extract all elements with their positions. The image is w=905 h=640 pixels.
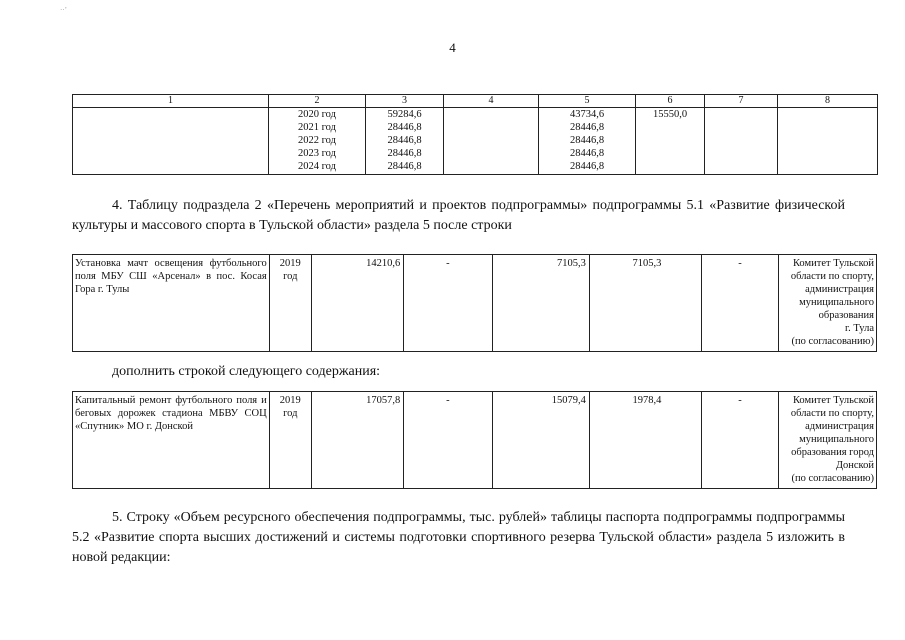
year-cell bbox=[269, 255, 311, 352]
year: 2023 год bbox=[298, 148, 336, 159]
years-cell bbox=[269, 108, 366, 175]
table-header-row bbox=[73, 95, 878, 108]
executor-cell bbox=[778, 392, 876, 489]
executor-line: муниципального bbox=[799, 434, 874, 445]
funding-table-continued bbox=[72, 94, 878, 175]
executor-line: администрация bbox=[805, 421, 874, 432]
total-cell: 14210,6 bbox=[311, 255, 403, 352]
new-row-table bbox=[72, 391, 877, 489]
regional-values-cell bbox=[539, 108, 636, 175]
value: 28446,8 bbox=[387, 148, 422, 159]
empty-cell bbox=[444, 108, 539, 175]
year-number: 2019 bbox=[279, 395, 301, 406]
empty-cell bbox=[73, 108, 269, 175]
executor-line: администрация bbox=[805, 284, 874, 295]
year: 2022 год bbox=[298, 135, 336, 146]
header-cell: 4 bbox=[444, 95, 539, 108]
executor-line: Комитет Тульской bbox=[792, 395, 874, 406]
total-cell: 17057,8 bbox=[311, 392, 403, 489]
paragraph-4-text: 4. Таблицу подраздела 2 «Перечень мероприятий и проектов подпрограммы» подпрограммы 5.1 «Развитие физической культуры и массового спорта в Тульской области» раздела 5 после строки bbox=[72, 198, 845, 233]
executor-line: (по согласованию) bbox=[791, 473, 874, 484]
empty-cell bbox=[705, 108, 778, 175]
federal-cell: - bbox=[404, 392, 492, 489]
municipal-cell: 7105,3 bbox=[589, 255, 701, 352]
executor-line: Комитет Тульской bbox=[792, 258, 874, 269]
total-values-cell bbox=[366, 108, 444, 175]
other-cell: - bbox=[702, 392, 778, 489]
header-cell: 8 bbox=[778, 95, 878, 108]
executor-line: образования bbox=[818, 310, 874, 321]
executor-line: муниципального bbox=[799, 297, 874, 308]
header-cell: 3 bbox=[366, 95, 444, 108]
year-cell bbox=[269, 392, 311, 489]
other-cell: - bbox=[702, 255, 778, 352]
existing-row-table bbox=[72, 254, 877, 352]
value: 28446,8 bbox=[387, 135, 422, 146]
regional-cell: 15079,4 bbox=[492, 392, 589, 489]
year: 2021 год bbox=[298, 122, 336, 133]
empty-cell bbox=[778, 108, 878, 175]
value: 28446,8 bbox=[569, 122, 605, 133]
federal-cell: - bbox=[404, 255, 492, 352]
year: 2024 год bbox=[298, 161, 336, 172]
header-cell: 1 bbox=[73, 95, 269, 108]
value: 15550,0 bbox=[652, 109, 688, 120]
value: 28446,8 bbox=[387, 122, 422, 133]
value: 28446,8 bbox=[569, 161, 605, 172]
year-number: 2019 bbox=[279, 258, 301, 269]
table-row bbox=[73, 108, 878, 175]
header-cell: 5 bbox=[539, 95, 636, 108]
event-name-cell: Установка мачт освещения футбольного поля МБУ СШ «Арсенал» в пос. Косая Гора г. Тулы bbox=[73, 255, 270, 352]
paragraph-5-text: 5. Строку «Объем ресурсного обеспечения подпрограммы, тыс. рублей» таблицы паспорта подпрограммы подпрограммы 5.2 «Развитие спорта высших достижений и системы подготовки спортивного резерва Тульской области» раздела 5 изложить в новой редакции: bbox=[72, 510, 845, 565]
year-unit: год bbox=[283, 271, 298, 282]
corner-mark: ··ʼ bbox=[60, 6, 67, 14]
executor-line: Донской bbox=[835, 460, 874, 471]
year: 2020 год bbox=[298, 109, 336, 120]
table-row bbox=[73, 255, 877, 352]
paragraph-middle bbox=[72, 362, 845, 382]
header-cell: 7 bbox=[705, 95, 778, 108]
executor-cell bbox=[778, 255, 876, 352]
page-number: 4 bbox=[449, 40, 456, 55]
value: 28446,8 bbox=[387, 161, 422, 172]
municipal-cell: 1978,4 bbox=[589, 392, 701, 489]
regional-cell: 7105,3 bbox=[492, 255, 589, 352]
table-row bbox=[73, 392, 877, 489]
municipal-values-cell bbox=[636, 108, 705, 175]
year-unit: год bbox=[283, 408, 298, 419]
executor-line: образования город bbox=[791, 447, 874, 458]
paragraph-4 bbox=[72, 196, 845, 236]
executor-line: г. Тула bbox=[845, 323, 874, 334]
executor-line: (по согласованию) bbox=[791, 336, 874, 347]
paragraph-5 bbox=[72, 508, 845, 568]
header-cell: 2 bbox=[269, 95, 366, 108]
value: 43734,6 bbox=[569, 109, 605, 120]
value: 28446,8 bbox=[569, 135, 605, 146]
event-name-cell: Капитальный ремонт футбольного поля и беговых дорожек стадиона МБВУ СОЦ «Спутник» МО г. Донской bbox=[73, 392, 270, 489]
paragraph-middle-text: дополнить строкой следующего содержания: bbox=[112, 364, 381, 379]
value: 28446,8 bbox=[569, 148, 605, 159]
executor-line: области по спорту, bbox=[790, 271, 874, 282]
header-cell: 6 bbox=[636, 95, 705, 108]
executor-line: области по спорту, bbox=[790, 408, 874, 419]
value: 59284,6 bbox=[387, 109, 422, 120]
